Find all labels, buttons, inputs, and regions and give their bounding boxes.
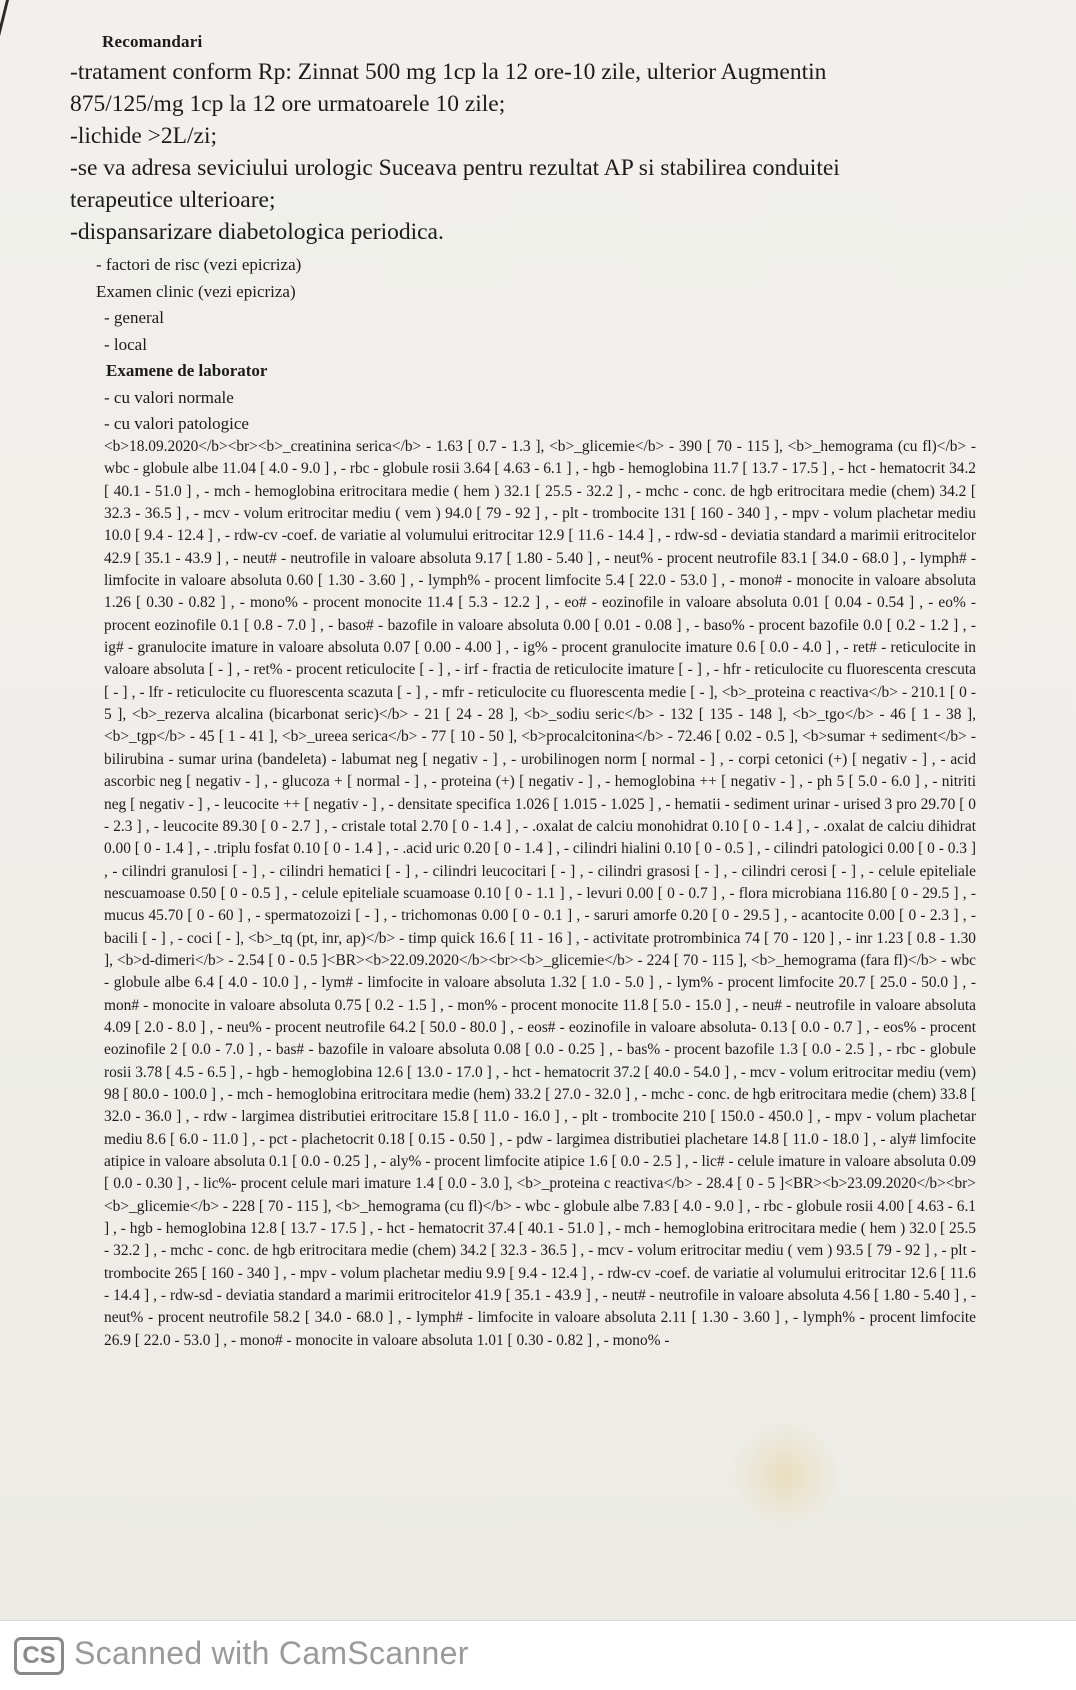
margin-pen-line	[0, 0, 9, 230]
recommendation-line: -se va adresa seviciului urologic Suceava pentru rezultat AP si stabilirea conduitei	[70, 155, 840, 181]
local-line: - local	[104, 334, 147, 354]
exam-sections	[96, 252, 996, 438]
clinical-exam-line: Examen clinic (vezi epicriza)	[96, 281, 296, 301]
lab-results-text: <b>18.09.2020</b><br><b>_creatinina serica</b> - 1.63 [ 0.7 - 1.3 ], <b>_glicemie</b> - 390 [ 70 - 115 ], <b>_hemograma (cu fl)</b> - wbc - globule albe 11.04 [ 4.0 - 9.0 ] , - rbc - globule rosii 3.64 [ 4.63 - 6.1 ] , - hgb - hemoglobina 11.7 [ 13.7 - 17.5 ] , - hct - hematocrit 34.2 [ 40.1 - 51.0 ] , - mch - hemoglobina eritrocitara medie ( hem ) 32.1 [ 25.5 - 32.2 ] , - mchc - conc. de hgb eritrocitara medie (chem) 34.2 [ 32.3 - 36.5 ] , - mcv - volum eritrocitar mediu ( vem ) 94.0 [ 79 - 92 ] , - plt - trombocite 131 [ 160 - 340 ] , - mpv - volum plachetar mediu 10.0 [ 9.4 - 12.4 ] , - rdw-cv -coef. de variatie al volumului eritrocitar 12.9 [ 11.6 - 14.4 ] , - rdw-sd - deviatia standard a marimii eritrocitelor 42.9 [ 35.1 - 43.9 ] , - neut# - neutrofile in valoare absoluta 9.17 [ 1.80 - 5.40 ] , - neut% - procent neutrofile 83.1 [ 34.0 - 68.0 ] , - lymph# - limfocite in valoare absoluta 0.60 [ 1.30 - 3.60 ] , - lymph% - procent limfocite 5.4 [ 22.0 - 53.0 ] , - mono# - monocite in valoare absoluta 1.26 [ 0.30 - 0.82 ] , - mono% - procent monocite 11.4 [ 5.3 - 12.2 ] , - eo# - eozinofile in valoare absoluta 0.01 [ 0.04 - 0.54 ] , - eo% - procent eozinofile 0.1 [ 0.8 - 7.0 ] , - baso# - bazofile in valoare absoluta 0.00 [ 0.01 - 0.08 ] , - baso% - procent bazofile 0.0 [ 0.2 - 1.2 ] , - ig# - granulocite imature in valoare absoluta 0.07 [ 0.00 - 4.00 ] , - ig% - procent granulocite imature 0.6 [ 0.0 - 4.0 ] , - ret# - reticulocite in valoare absoluta [ - ] , - ret% - procent reticulocite [ - ] , - irf - fractia de reticulocite imature [ - ] , - hfr - reticulocite cu fluorescenta crescuta [ - ] , - lfr - reticulocite cu fluorescenta scazuta [ - ] , - mfr - reticulocite cu fluorescenta medie [ - ], <b>_proteina c reactiva</b> - 210.1 [ 0 - 5 ], <b>_rezerva alcalina (bicarbonat seric)</b> - 21 [ 24 - 28 ], <b>_sodiu seric</b> - 132 [ 135 - 148 ], <b>_tgo</b> - 46 [ 1 - 38 ], <b>_tgp</b> - 45 [ 1 - 41 ], <b>_ureea serica</b> - 77 [ 10 - 50 ], <b>procalcitonina</b> - 72.46 [ 0.02 - 0.5 ], <b>sumar + sediment</b> - bilirubina - sumar urina (bandeleta) - labumat neg [ negativ - ] , - urobilinogen norm [ normal - ] , - corpi cetonici (+) [ negativ - ] , - acid ascorbic neg [ negativ - ] , - glucoza + [ normal - ] , - proteina (+) [ negativ - ] , - hemoglobina ++ [ negativ - ] , - ph 5 [ 5.0 - 6.0 ] , - nitriti neg [ negativ - ] , - leucocite ++ [ negativ - ] , - densitate specifica 1.026 [ 1.015 - 1.025 ] , - hematii - sediment urinar - urised 3 pro 29.70 [ 0 - 2.3 ] , - leucocite 89.30 [ 0 - 2.7 ] , - cristale total 2.70 [ 0 - 1.4 ] , - .oxalat de calciu monohidrat 0.10 [ 0 - 1.4 ] , - .oxalat de calciu dihidrat 0.00 [ 0 - 1.4 ] , - .triplu fosfat 0.10 [ 0 - 1.4 ] , - .acid uric 0.20 [ 0 - 1.4 ] , - cilindri hialini 0.10 [ 0 - 0.5 ] , - cilindri patologici 0.00 [ 0 - 0.3 ] , - cilindri granulosi [ - ] , - cilindri hematici [ - ] , - cilindri leucocitari [ - ] , - cilindri grasosi [ - ] , - cilindri cerosi [ - ] , - celule epiteliale nescuamoase 0.50 [ 0 - 0.5 ] , - celule epiteliale scuamoase 0.10 [ 0 - 1.1 ] , - levuri 0.00 [ 0 - 0.7 ] , - flora microbiana 116.80 [ 0 - 29.5 ] , - mucus 45.70 [ 0 - 60 ] , - spermatozoizi [ - ] , - trichomonas 0.00 [ 0 - 0.1 ] , - saruri amorfe 0.20 [ 0 - 29.5 ] , - acantocite 0.00 [ 0 - 2.3 ] , - bacili [ - ] , - coci [ - ], <b>_tq (pt, inr, ap)</b> - timp quick 16.6 [ 11 - 16 ] , - activitate protrombinica 74 [ 70 - 120 ] , - inr 1.23 [ 0.8 - 1.30 ], <b>d-dimeri</b> - 2.54 [ 0 - 0.5 ]<BR><b>22.09.2020</b><br><b>_glicemie</b> - 224 [ 70 - 115 ], <b>_hemograma (fara fl)</b> - wbc - globule albe 6.4 [ 4.0 - 10.0 ] , - lym# - limfocite in valoare absoluta 1.32 [ 1.0 - 5.0 ] , - lym% - procent limfocite 20.7 [ 25.0 - 50.0 ] , - mon# - monocite in valoare absoluta 0.75 [ 0.2 - 1.5 ] , - mon% - procent monocite 11.8 [ 5.0 - 15.0 ] , - neu# - neutrofile in valoare absoluta 4.09 [ 2.0 - 8.0 ] , - neu% - procent neutrofile 64.2 [ 50.0 - 80.0 ] , - eos# - eozinofile in valoare absoluta- 0.13 [ 0.0 - 0.7 ] , - eos% - procent eozinofile 2 [ 0.0 - 7.0 ] , - bas# - bazofile in valoare absoluta 0.08 [ 0.0 - 0.25 ] , - bas% - procent bazofile 1.3 [ 0.0 - 2.5 ] , - rbc - globule rosii 3.78 [ 4.5 - 6.5 ] , - hgb - hemoglobina 12.6 [ 13.0 - 17.0 ] , - hct - hematocrit 37.2 [ 40.0 - 54.0 ] , - mcv - volum eritrocitar mediu (vem) 98 [ 80.0 - 100.0 ] , - mch - hemoglobina eritrocitara medie (hem) 33.2 [ 27.0 - 32.0 ] , - mchc - conc. de hgb eritrocitara medie (chem) 33.8 [ 32.0 - 36.0 ] , - rdw - largimea distributiei eritrocitare 15.8 [ 11.0 - 16.0 ] , - plt - trombocite 210 [ 150.0 - 450.0 ] , - mpv - volum plachetar mediu 8.6 [ 6.0 - 11.0 ] , - pct - plachetocrit 0.18 [ 0.15 - 0.50 ] , - pdw - largimea distributiei plachetare 14.8 [ 11.0 - 18.0 ] , - aly# limfocite atipice in valoare absoluta 0.1 [ 0.0 - 0.25 ] , - aly% - procent limfocite atipice 1.6 [ 0.0 - 2.5 ] , - lic# - celule imature in valoare absoluta 0.09 [ 0.0 - 0.30 ] , - lic%- procent celule mari imature 1.4 [ 0.0 - 3.0 ], <b>_proteina c reactiva</b> - 28.4 [ 0 - 5 ]<BR><b>23.09.2020</b><br><b>_glicemie</b> - 228 [ 70 - 115 ], <b>_hemograma (cu fl)</b> - wbc - globule albe 7.83 [ 4.0 - 9.0 ] , - rbc - globule rosii 4.00 [ 4.63 - 6.1 ] , - hgb - hemoglobina 12.8 [ 13.7 - 17.5 ] , - hct - hematocrit 37.4 [ 40.1 - 51.0 ] , - mch - hemoglobina eritrocitara medie ( hem ) 32.0 [ 25.5 - 32.2 ] , - mchc - conc. de hgb eritrocitara medie (chem) 34.2 [ 32.3 - 36.5 ] , - mcv - volum eritrocitar mediu ( vem ) 93.5 [ 79 - 92 ] , - plt - trombocite 265 [ 160 - 340 ] , - mpv - volum plachetar mediu 9.9 [ 9.4 - 12.4 ] , - rdw-cv -coef. de variatie al volumului eritrocitar 12.6 [ 11.6 - 14.4 ] , - rdw-sd - deviatia standard a marimii eritrocitelor 41.9 [ 35.1 - 43.9 ] , - neut# - neutrofile in valoare absoluta 4.56 [ 1.80 - 5.40 ] , - neut% - procent neutrofile 58.2 [ 34.0 - 68.0 ] , - lymph# - limfocite in valoare absoluta 2.11 [ 1.30 - 3.60 ] , - lymph% - procent limfocite 26.9 [ 22.0 - 53.0 ] , - mono# - monocite in valoare absoluta 1.01 [ 0.30 - 0.82 ] , - mono% -	[104, 438, 976, 1349]
pathologic-values-line: - cu valori patologice	[104, 414, 249, 433]
recommendation-line: 875/125/mg 1cp la 12 ore urmatoarele 10 zile;	[70, 91, 506, 117]
camscanner-footer	[0, 1620, 1076, 1690]
camscanner-logo-icon: CS	[14, 1637, 64, 1675]
recommendation-line: -tratament conform Rp: Zinnat 500 mg 1cp la 12 ore-10 zile, ulterior Augmentin	[70, 59, 827, 85]
recommendations-list	[70, 56, 970, 248]
recommendation-line: -dispansarizare diabetologica periodica.	[70, 219, 444, 245]
normal-values-line: - cu valori normale	[104, 387, 234, 407]
camscanner-watermark: Scanned with CamScanner	[74, 1635, 469, 1671]
recommendation-line: -lichide >2L/zi;	[70, 123, 218, 149]
paper-stain	[730, 1420, 840, 1530]
recommendation-line: terapeutice ulterioare;	[70, 187, 276, 213]
lab-heading: Examene de laborator	[106, 361, 268, 380]
risk-factors-line: - factori de risc (vezi epicriza)	[96, 255, 302, 274]
general-line: - general	[104, 308, 164, 327]
recommendations-heading: Recomandari	[102, 32, 203, 51]
